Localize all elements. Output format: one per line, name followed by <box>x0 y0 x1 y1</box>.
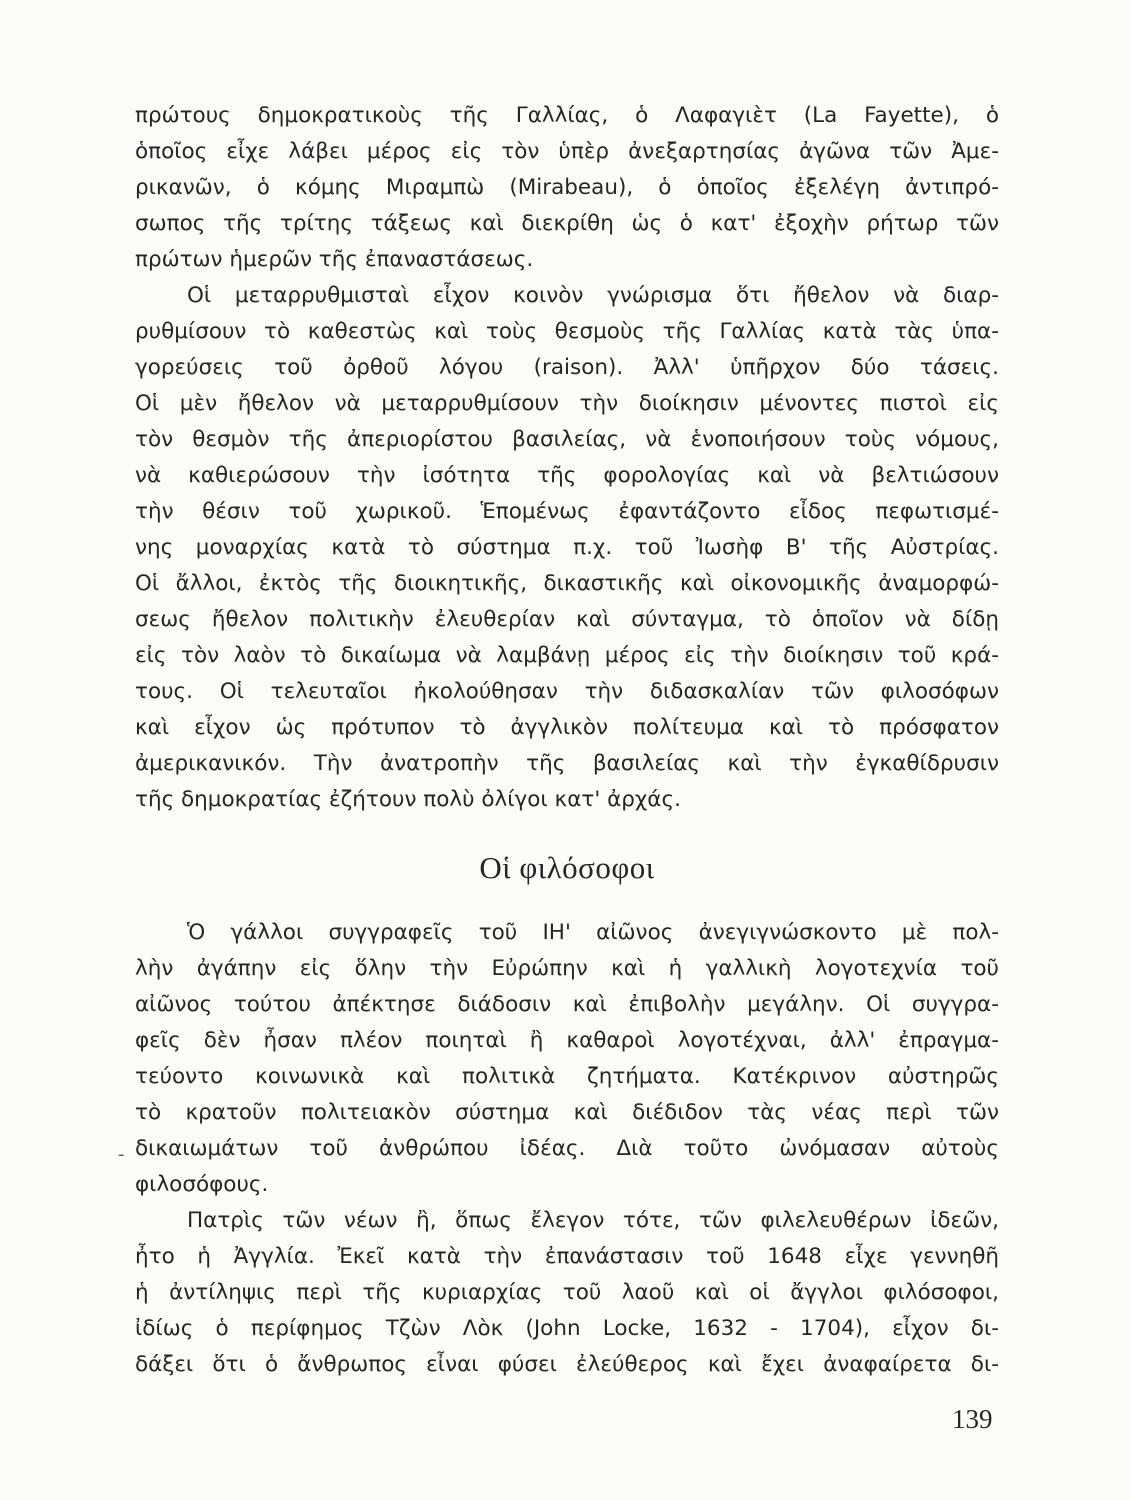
text-line: αἰῶνος τούτου ἀπέκτησε διάδοσιν καὶ ἐπιβολὴν μεγάλην. Οἱ συγγρα- <box>135 992 999 1017</box>
text-line: πρώτους δημοκρατικοὺς τῆς Γαλλίας, ὁ Λαφαγιὲτ (La Fayette), ὁ <box>135 103 999 128</box>
text-line: τὸν θεσμὸν τῆς ἀπεριορίστου βασιλείας, νὰ ἑνοποιήσουν τοὺς νόμους, <box>135 427 999 452</box>
section-heading-container <box>135 850 999 886</box>
text-line: λὴν ἀγάπην εἰς ὅλην τὴν Εὐρώπην καὶ ἡ γαλλικὴ λογοτεχνία τοῦ <box>135 956 999 981</box>
body-text-lower <box>135 915 999 1383</box>
text-line: Οἱ ἄλλοι, ἐκτὸς τῆς διοικητικῆς, δικαστικῆς καὶ οἰκονομικῆς ἀναμορφώ- <box>135 571 999 596</box>
text-line: τῆς δημοκρατίας ἐζήτουν πολὺ ὀλίγοι κατ' ἀρχάς. <box>135 787 681 812</box>
body-text-upper <box>135 98 999 818</box>
text-line: φεῖς δὲν ἦσαν πλέον ποιηταὶ ἢ καθαροὶ λογοτέχναι, ἀλλ' ἐπραγμα- <box>135 1028 999 1053</box>
text-line: τους. Οἱ τελευταῖοι ἠκολούθησαν τὴν διδασκαλίαν τῶν φιλοσόφων <box>135 679 999 704</box>
text-line: νης μοναρχίας κατὰ τὸ σύστημα π.χ. τοῦ Ἰωσὴφ Β' τῆς Αὐστρίας. <box>135 535 999 560</box>
text-line: Οἱ μεταρρυθμισταὶ εἶχον κοινὸν γνώρισμα ὅτι ἤθελον νὰ διαρ- <box>187 283 999 308</box>
text-line: σωπος τῆς τρίτης τάξεως καὶ διεκρίθη ὡς ὁ κατ' ἐξοχὴν ρήτωρ τῶν <box>135 211 999 236</box>
text-line: δάξει ὅτι ὁ ἄνθρωπος εἶναι φύσει ἐλεύθερος καὶ ἔχει ἀναφαίρετα δι- <box>135 1352 999 1377</box>
text-line: καὶ εἶχον ὡς πρότυπον τὸ ἀγγλικὸν πολίτευμα καὶ τὸ πρόσφατον <box>135 715 999 740</box>
text-line: Οἱ μὲν ἤθελον νὰ μεταρρυθμίσουν τὴν διοίκησιν μένοντες πιστοὶ εἰς <box>135 391 999 416</box>
text-line: ρικανῶν, ὁ κόμης Μιραμπὼ (Mirabeau), ὁ ὁποῖος ἐξελέγη ἀντιπρό- <box>135 175 999 200</box>
text-line: νὰ καθιερώσουν τὴν ἰσότητα τῆς φορολογίας καὶ νὰ βελτιώσουν <box>135 463 999 488</box>
text-line: ὁποῖος εἶχε λάβει μέρος εἰς τὸν ὑπὲρ ἀνεξαρτησίας ἀγῶνα τῶν Ἀμε- <box>135 139 999 164</box>
text-line: Ὁ γάλλοι συγγραφεῖς τοῦ ΙΗ' αἰῶνος ἀνεγιγνώσκοντο μὲ πολ- <box>187 920 999 945</box>
text-line: γορεύσεις τοῦ ὀρθοῦ λόγου (raison). Ἀλλ' ὑπῆρχον δύο τάσεις. <box>135 355 999 380</box>
text-line: φιλοσόφους. <box>135 1172 269 1197</box>
text-line: τεύοντο κοινωνικὰ καὶ πολιτικὰ ζητήματα. Κατέκρινον αὐστηρῶς <box>135 1064 999 1089</box>
text-line: ἰδίως ὁ περίφημος Τζὼν Λὸκ (John Locke, 1632 - 1704), εἶχον δι- <box>135 1316 999 1341</box>
section-heading: Οἱ φιλόσοφοι <box>479 850 655 885</box>
text-line: ἀμερικανικόν. Τὴν ἀνατροπὴν τῆς βασιλείας καὶ τὴν ἐγκαθίδρυσιν <box>135 751 999 776</box>
text-line: πρώτων ἡμερῶν τῆς ἐπαναστάσεως. <box>135 247 534 272</box>
text-line: τὸ κρατοῦν πολιτειακὸν σύστημα καὶ διέδιδον τὰς νέας περὶ τῶν <box>135 1100 999 1125</box>
page-number: 139 <box>952 1404 993 1434</box>
text-line: δικαιωμάτων τοῦ ἀνθρώπου ἰδέας. Διὰ τοῦτο ὠνόμασαν αὐτοὺς <box>135 1136 999 1161</box>
text-line: σεως ἤθελον πολιτικὴν ἐλευθερίαν καὶ σύνταγμα, τὸ ὁποῖον νὰ δίδῃ <box>135 607 999 632</box>
text-line: τὴν θέσιν τοῦ χωρικοῦ. Ἑπομένως ἐφαντάζοντο εἶδος πεφωτισμέ- <box>135 499 999 524</box>
margin-mark: - <box>118 1144 125 1165</box>
text-line: ρυθμίσουν τὸ καθεστὼς καὶ τοὺς θεσμοὺς τῆς Γαλλίας κατὰ τὰς ὑπα- <box>135 319 999 344</box>
text-line: ἡ ἀντίληψις περὶ τῆς κυριαρχίας τοῦ λαοῦ καὶ οἱ ἄγγλοι φιλόσοφοι, <box>135 1280 999 1305</box>
text-line: εἰς τὸν λαὸν τὸ δικαίωμα νὰ λαμβάνῃ μέρος εἰς τὴν διοίκησιν τοῦ κρά- <box>135 643 999 668</box>
text-line: Πατρὶς τῶν νέων ἢ, ὅπως ἔλεγον τότε, τῶν φιλελευθέρων ἰδεῶν, <box>187 1208 999 1233</box>
text-line: ἦτο ἡ Ἀγγλία. Ἐκεῖ κατὰ τὴν ἐπανάστασιν τοῦ 1648 εἶχε γεννηθῆ <box>135 1244 999 1269</box>
